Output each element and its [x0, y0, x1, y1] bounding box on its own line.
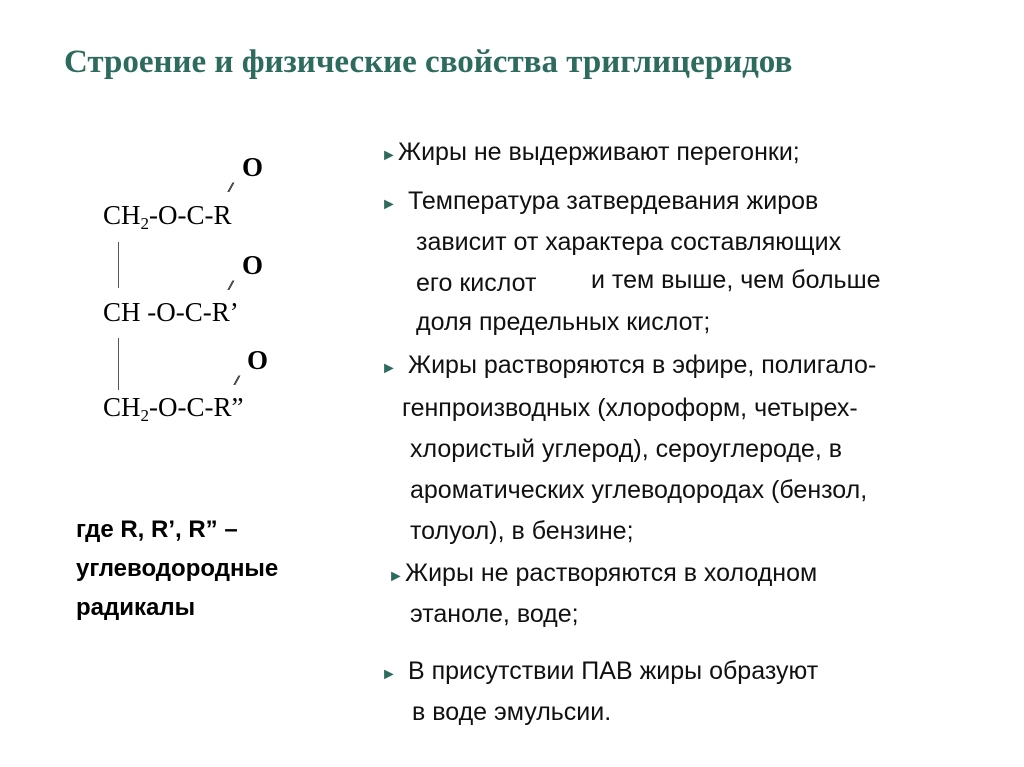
bullet-3-line-2: генпроизводных (хлороформ, четырех-: [402, 394, 858, 422]
bullet-3-line-1: Жиры растворяются в эфире, полигало-: [408, 351, 877, 379]
double-bond-1: //: [228, 180, 231, 196]
bullet-marker: ►: [381, 666, 397, 683]
bullet-2-line-4: и тем выше, чем больше: [591, 266, 881, 294]
bullet-2-line-3: его кислот: [416, 269, 537, 297]
bullet-marker: ►: [381, 196, 397, 213]
formula-row-1: $CH_2-O-C-R$: [103, 200, 232, 233]
bullet-3-line-4: ароматических углеводородах (бензол,: [410, 476, 868, 504]
bullet-2-line-5: доля предельных кислот;: [416, 308, 711, 336]
bullet-2-line-1: Температура затвердевания жиров: [408, 187, 819, 215]
bullet-4-line-1: Жиры не растворяются в холодном: [405, 559, 818, 587]
bullet-3-line-3: хлористый углерод), сероуглероде, в: [410, 435, 843, 463]
bullet-3-line-5: толуол), в бензине;: [410, 517, 634, 545]
double-bond-2: //: [228, 278, 231, 294]
oxygen-2: O: [242, 250, 264, 280]
double-bond-3: //: [234, 373, 237, 389]
formula-row-3: $CH_2-O-C-R$”: [103, 392, 244, 425]
bullet-5-line-1: В присутствии ПАВ жиры образуют: [408, 657, 819, 685]
slide-title: Строение и физические свойства триглицеридов: [64, 44, 793, 80]
oxygen-1: O: [242, 152, 264, 182]
bullet-5-line-2: в воде эмульсии.: [412, 698, 612, 726]
bullet-marker: ►: [388, 568, 404, 585]
bond-line-2: [118, 338, 119, 390]
formula-row-2: CH -O-C-R’: [103, 297, 239, 327]
bullet-2-line-2: зависит от характера составляющих: [416, 228, 842, 256]
oxygen-3: O: [247, 345, 269, 375]
bullet-1-line-1: Жиры не выдерживают перегонки;: [398, 138, 800, 166]
bullet-marker: ►: [381, 147, 397, 164]
bullet-marker: ►: [381, 360, 397, 377]
bond-line-1: [118, 242, 119, 288]
bullet-4-line-2: этаноле, воде;: [410, 600, 579, 628]
legend-text: где R, R’, R” – углеводородные радикалы: [76, 516, 279, 621]
